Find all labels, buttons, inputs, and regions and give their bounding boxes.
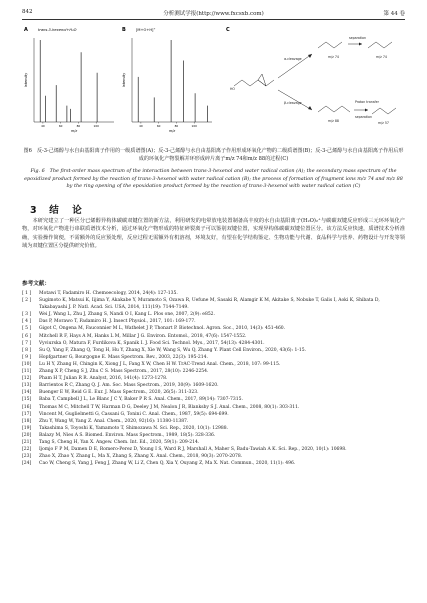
reference-number: [20] (22, 432, 32, 438)
panel-b-ylabel: Intensity (122, 72, 126, 88)
reference-number: [ 4 ] (22, 319, 32, 325)
reference-text: Takashima S, Toyoshi K, Yamamoto T, Shimozawa N. Sci. Rep., 2020, 10(1): 12988. (39, 425, 229, 431)
reference-item (22, 318, 407, 325)
panel-label-a: A (24, 27, 28, 33)
reference-item (22, 389, 407, 396)
fragment-57 (372, 108, 396, 114)
reference-number: [ 1 ] (22, 291, 32, 296)
panel-a-axes (34, 38, 114, 122)
mz74-label-b: m/z 74 (376, 55, 387, 59)
reference-number: [ 8 ] (22, 347, 32, 353)
reference-item (22, 411, 407, 418)
reference-item (22, 446, 407, 453)
conclusion-paragraph: 本研究建立了一种区分已烯醇异构体碳碳双键位置的新方法，利用研发的电晕放电装置制备高丰度的水自由基阳离子(H₂O)₂⁺与碳碳双键反应形成三元环环氧化产物，对环氧化产物进行串联质谱技术分析，通过环氧化产物形成的特征碎裂离子可以鉴别双键位置，实现异构体碳碳双键位置区分。该方法反应快速，质谱技术分析准确，实验操作简便，不需额外的反应预处理，反应过程无需额外有机溶剂，环境友好，有望在化学结构鉴定、生物功能与代谢、食品科学与营养、药物设计与开发等领域为双键位置区分提供研究价值。 (22, 218, 405, 250)
ho-label: HO (230, 87, 235, 91)
reference-text: Gigot C, Ongena M, Fauconnier M L, Wathelet J P, Thonart P. Biotechnol. Agron. Soc., 2010, 14(3): 451-460. (39, 326, 286, 332)
reference-text: Hopfgartner G, Bourgogne E. Mass Spectrom. Rev., 2003, 22(3): 195-214. (39, 354, 208, 360)
reference-item (22, 425, 407, 432)
page-number: 842 (22, 9, 33, 15)
beta-arrow (278, 90, 312, 110)
fragment-74a (318, 42, 342, 48)
journal-name: 分析测试学报(http://www.fxcsxb.com) (163, 11, 264, 17)
reference-item (22, 382, 407, 389)
separation-label-2: separation (355, 115, 372, 119)
figure-caption-en: Fig. 6 The first-order mass spectrum of the interaction between trans-3-hexenol and water radical cation (A); the secondary mass spectrum of the epoxidized product formed by the reaction of trans-3-hexenol with water radical cation (B); the process of formation of fragment ions m/z 74 and m/z 88 by the ring opening of the epoxidation product formed by the reaction of trans-3-hexenol with water radical cation (C) (24, 168, 403, 190)
reference-number: [16] (22, 404, 32, 410)
panel-a-ylabel: Intensity (24, 72, 28, 88)
reference-item (22, 404, 407, 411)
reference-text: Balazy M, Nies A S. Biomed. Environ. Mass Spectrom., 1989, 18(5): 328-336. (39, 432, 216, 438)
reference-number: [ 6 ] (22, 333, 32, 339)
reference-item (22, 297, 407, 311)
figure-6 (22, 24, 412, 140)
reference-list (22, 290, 407, 467)
separation-label-1: separation (349, 36, 366, 40)
reference-item (22, 418, 407, 425)
reference-item (22, 460, 407, 467)
reference-number: [ 2 ] (22, 298, 32, 304)
reference-item (22, 333, 407, 340)
reference-number: [13] (22, 383, 32, 389)
reference-text: Pham H T, Julian R R. Analyst, 2016, 141(4): 1273-1278. (39, 376, 168, 382)
panel-label-c: C (226, 27, 230, 33)
running-header (22, 9, 405, 20)
reference-item (22, 354, 407, 361)
panel-b-tick-label: 40 (139, 124, 143, 128)
reference-text: Buenger E W, Reid G E. Eur. J. Mass Spectrom., 2020, 26(5): 311-323. (39, 390, 199, 396)
reference-number: [19] (22, 425, 32, 431)
panel-a-tick-label: 40 (41, 124, 45, 128)
reference-text: Baba T, Campbell J L, Le Blanc J C Y, Baker P R S. Anal. Chem., 2017, 89(14): 7307-7315. (39, 397, 243, 403)
mz74-label-a: m/z 74 (328, 55, 339, 59)
reference-text: Vyviurska O, Matura F, Furdikova K, Spanik I. J. Food Sci. Technol. Mys., 2017, 54(13): 4284-4301. (39, 340, 265, 346)
reference-item (22, 396, 407, 403)
panel-a-tick-label: 60 (58, 124, 63, 128)
fragment-88 (318, 106, 350, 112)
reference-text: Mitchell R F, Hays A M, Hanks L M, Millar J G. Environ. Entomol., 2018, 47(6): 1547-1552. (39, 333, 247, 339)
reference-item (22, 368, 407, 375)
references-heading: 参考文献： (22, 281, 50, 287)
panel-a-xlabel: m/z (70, 129, 78, 133)
beta-cleavage-label: β-cleavage (284, 101, 302, 105)
reference-item (22, 361, 407, 368)
reference-text: Lu H Y, Zhang H, Chingin K, Xiong J L, Fang X W, Chen H W. TrAC-Trend Anal. Chem., 2018, 107: 99-115. (39, 361, 281, 367)
reference-item (22, 453, 407, 460)
figure-caption-cn: 图6 反-3-己烯醇与水自由基阳离子作用的一级质谱图(A)；反-3-己烯醇与水自由基阳离子作用形成环氧化产物的二级质谱图(B)；反-3-己烯醇与水自由基阳离子作用后形成的环氧化产物裂解并环形成碎片离子m/z 74和m/z 88的过程(C) (23, 148, 404, 162)
reference-text: Cao W, Cheng S, Yang J, Feng J, Zhang W, Li Z, Chen Q, Xia Y, Ouyang Z, Ma X. Nat. Commun., 2020, 11(1): 496. (39, 461, 296, 467)
reference-text: Motawi T, Fadamiro H. Chemoecology, 2014, 24(4): 127-135. (39, 291, 178, 296)
mz88-label: m/z 88 (328, 119, 339, 123)
panel-b-axes (132, 38, 212, 122)
reference-item (22, 340, 407, 347)
reference-number: [ 9 ] (22, 354, 32, 360)
panel-a-tick-label: 100 (93, 124, 99, 128)
epoxide-ring (258, 74, 266, 86)
reference-number: [18] (22, 418, 32, 424)
volume-number: 第 44 卷 (383, 11, 405, 17)
fragment-74b (368, 42, 392, 48)
reference-item (22, 325, 407, 332)
mz57-label: m/z 57 (378, 121, 389, 125)
reference-number: [14] (22, 390, 32, 396)
reference-number: [21] (22, 439, 32, 445)
reference-item (22, 290, 407, 297)
reference-number: [12] (22, 376, 32, 382)
panel-a-tick-label: 80 (76, 124, 81, 128)
reference-text: Wei J, Wang L, Zhu J, Zhang S, Nandi O I, Kang L. Plos one, 2007, 2(9): e852. (39, 312, 215, 318)
reference-item (22, 347, 407, 354)
section-heading (30, 202, 84, 216)
reference-number: [10] (22, 361, 32, 367)
panel-a-peaks (40, 40, 99, 128)
reference-number: [11] (22, 369, 32, 375)
reference-text: Su Q, Yang F, Zhang Q, Tong H, Hu Y, Zhang X, Xie W, Wang S, Wu Q, Zhang Y. Plant Cell Environ., 2020, 43(6): 1-15. (39, 347, 307, 353)
reference-text: Ijomjo F P M, Damen D E, Romero-Perez D, Young I S, Ward R J, Marshall A, Maher S, Badu-Tawiah A K. Sci. Rep., 2020, 10(1): 10698. (39, 447, 347, 453)
section-number: 3 (30, 205, 39, 216)
reference-text: Zhu Y, Wang W, Yang Z. Anal. Chem., 2020, 92(16): 11380-11387. (39, 418, 189, 424)
reference-number: [17] (22, 411, 32, 417)
reference-text: Sugimoto K, Matsui K, Iijima Y, Akakabe Y, Muramoto S, Ozawa R, Uefune M, Sasaki R, Alamgir K M, Akitake S, Nobuke T, Galis I, Aoki K, Shibata D, Takabayashi J. P. Natl. Acad. Sci. USA, 2014, 111(19): 7144-7149. (39, 298, 380, 311)
proton-transfer-label: Proton transfer (355, 100, 379, 104)
reference-item (22, 311, 407, 318)
reference-item (22, 375, 407, 382)
reference-text: Zhang X P, Cheng S J, Zhu C S. Mass Spectrom., 2017, 28(10): 2246-2254. (39, 369, 209, 375)
panel-label-b: B (122, 27, 126, 33)
panel-b-tick-label: 80 (174, 124, 179, 128)
reference-text: Barrientos R C, Zhang Q. J. Am. Soc. Mass Spectrom., 2019, 30(9): 1609-1620. (39, 383, 219, 389)
reference-number: [24] (22, 461, 32, 467)
epoxide-chain (234, 80, 274, 86)
panel-b-tick-label: 60 (156, 124, 161, 128)
panel-a-title: trans-3-hexenol+H₂O (38, 28, 77, 32)
reference-number: [ 3 ] (22, 312, 32, 318)
section-title: 结 论 (49, 205, 84, 216)
panel-b-xlabel: m/z (168, 129, 176, 133)
reference-text: Das P, Morawo T, Fadamiro H. J. Insect Physiol., 2017, 101: 169-177. (39, 319, 196, 325)
reference-number: [ 7 ] (22, 340, 32, 346)
reference-text: Vincent M, Guglielmetti G, Cassani G, Tonini C. Anal. Chem., 1987, 59(5): 694-699. (39, 411, 229, 417)
reference-number: [23] (22, 454, 32, 460)
panel-b-tick-label: 100 (191, 124, 197, 128)
reference-item (22, 439, 407, 446)
reference-number: [15] (22, 397, 32, 403)
reference-item (22, 432, 407, 439)
alpha-cleavage-label: α-cleavage (284, 57, 302, 61)
reference-text: Zhao X, Zhao Y, Zhang L, Ma X, Zhang S, Zhang X. Anal. Chem., 2018, 90(3): 2070-2078. (39, 454, 243, 460)
reference-text: Thomas M C, Mitchell T W, Harman D G, Deeley J M, Nealon J R, Blanksby S J. Anal. Chem., 2008, 80(1): 303-311. (39, 404, 300, 410)
reference-number: [22] (22, 447, 32, 453)
reference-number: [ 5 ] (22, 326, 32, 332)
panel-b-title: [M+O+H]⁺ (136, 28, 156, 32)
reference-text: Tang S, Cheng H, Yan X. Angew. Chem. Int. Ed., 2020, 59(1): 209-214. (39, 439, 200, 445)
panel-b-peaks (138, 40, 207, 128)
